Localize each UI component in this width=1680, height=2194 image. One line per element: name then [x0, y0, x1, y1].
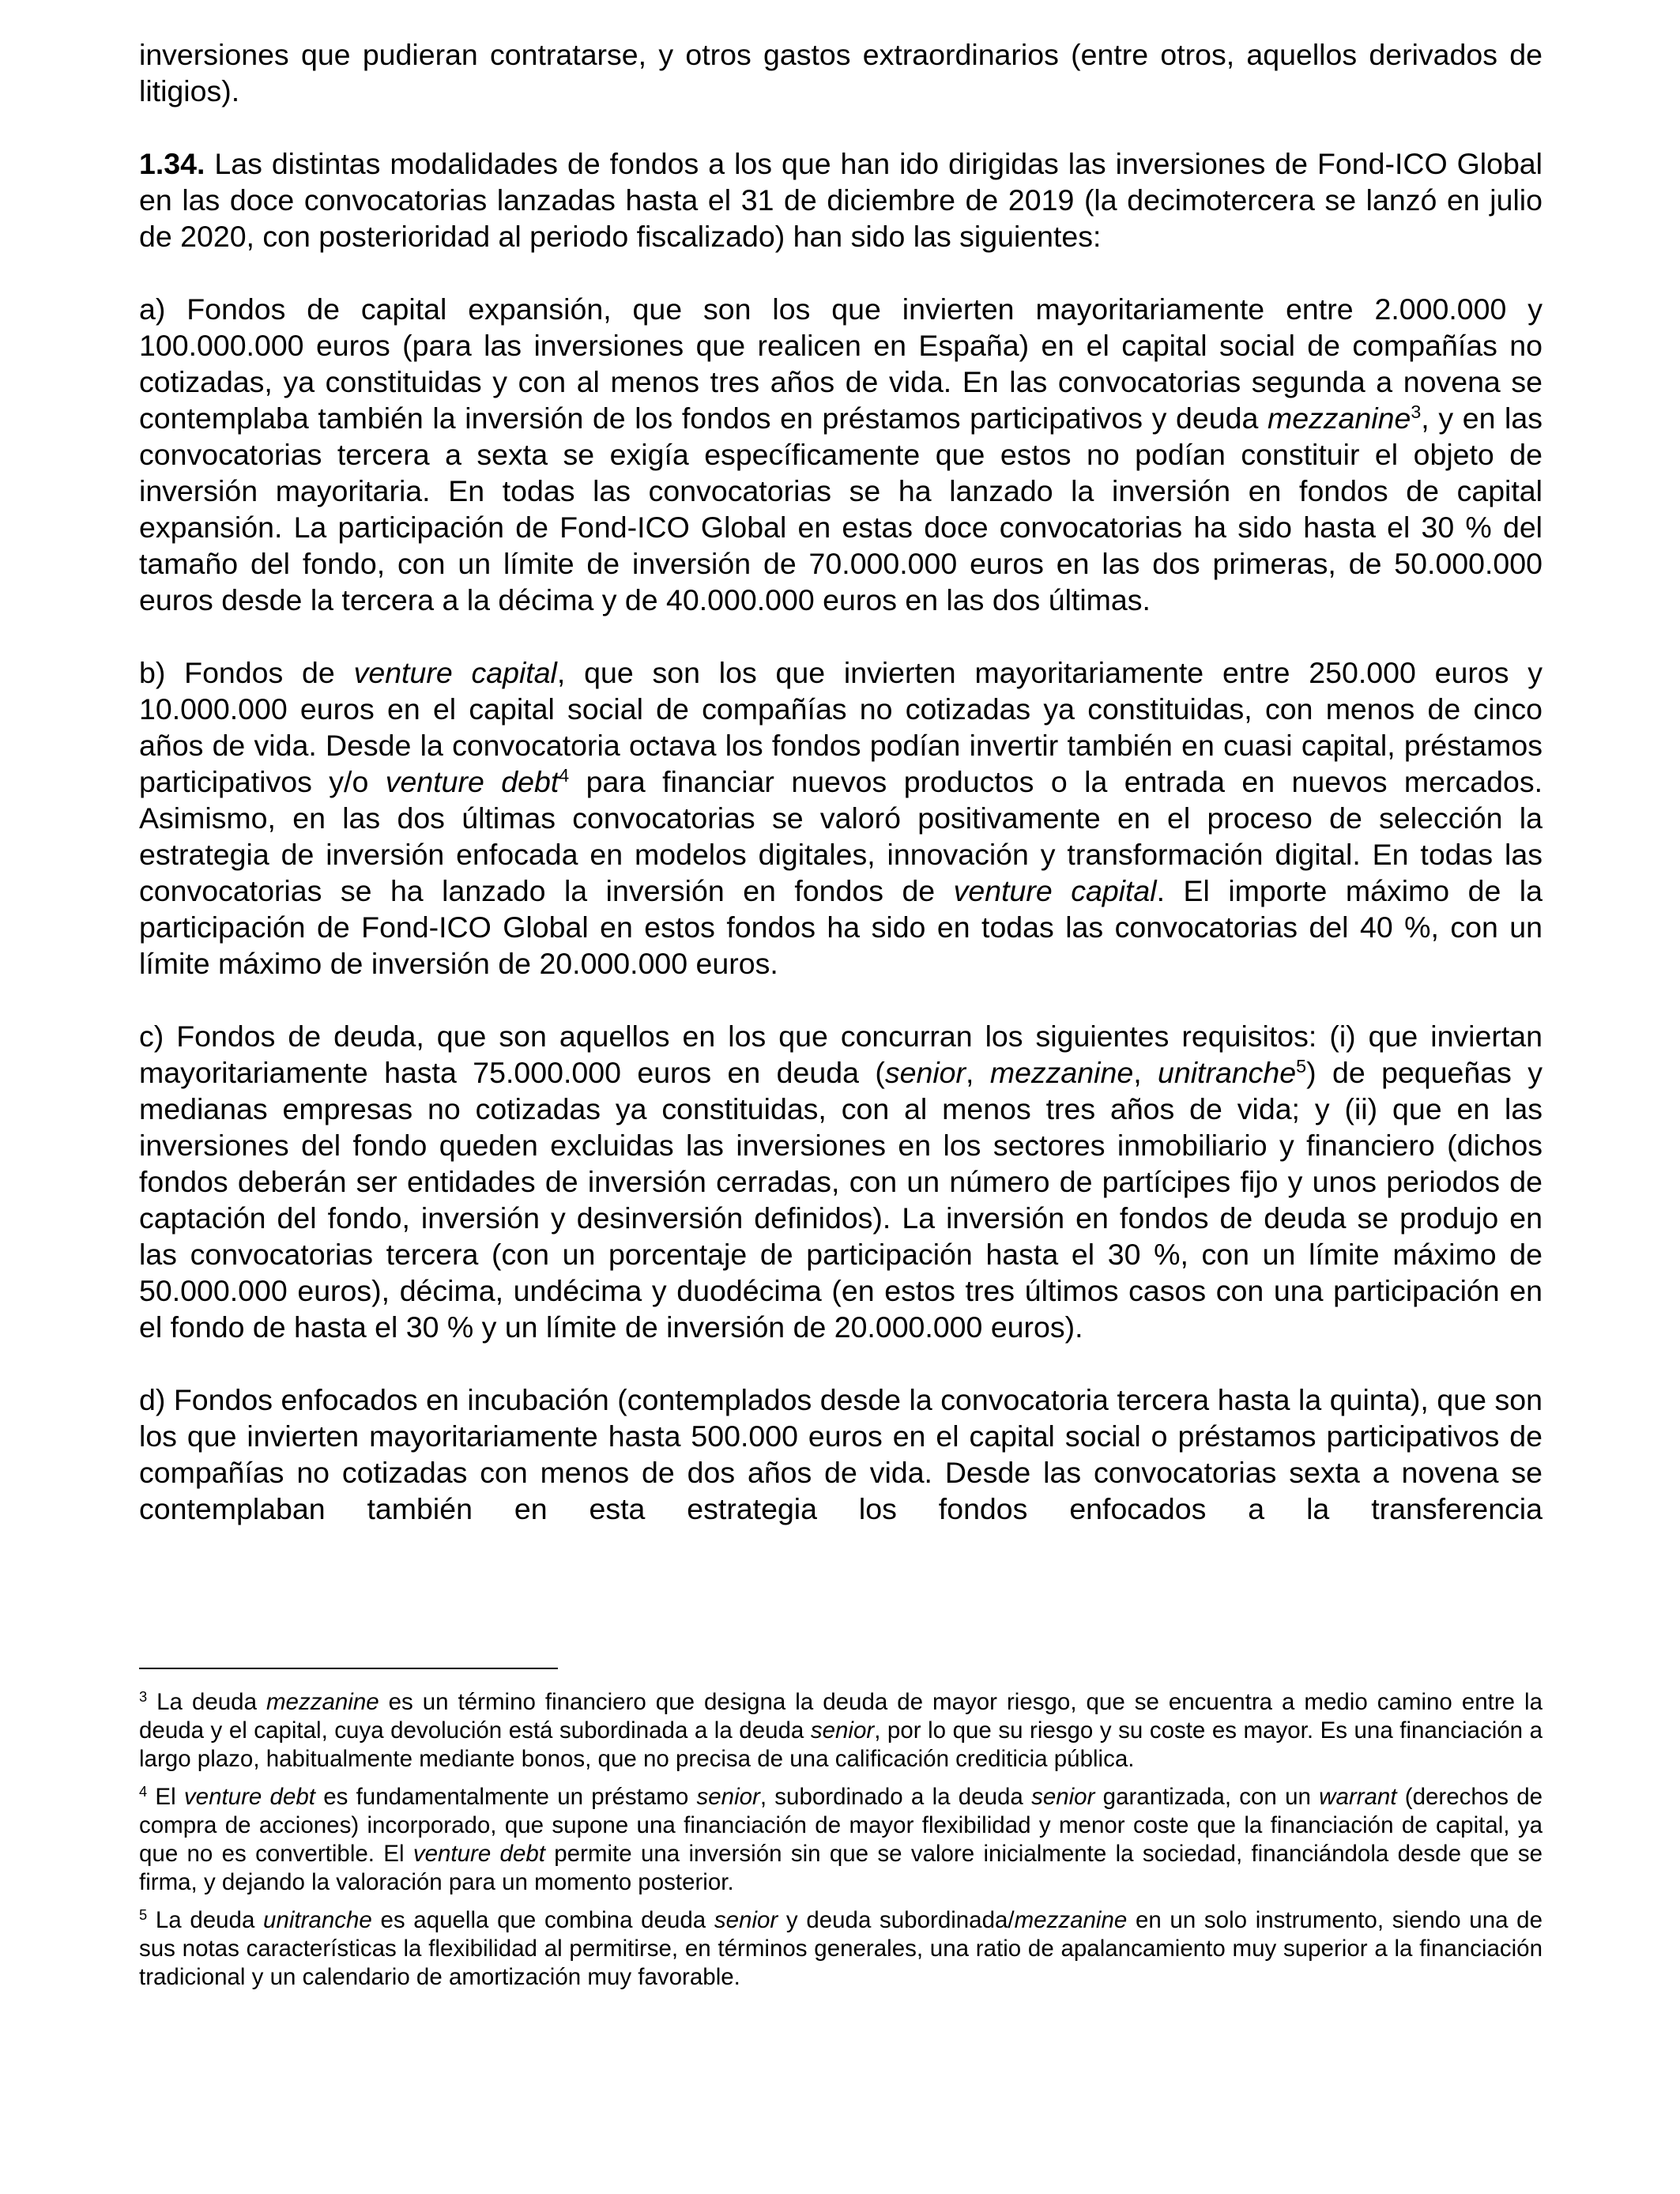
footnote-separator	[139, 1668, 558, 1669]
footnote-5: $^5$ La deuda unitranche es aquella que combina deuda senior y deuda subordinada/mezzanine en un solo instrumento, siendo una de sus notas características la flexibilidad al permitirse, en términos generales, una ratio de apalancamiento muy superior a la financiación tradicional y un calendario de amortización muy favorable.	[139, 1906, 1543, 1990]
footnote-ref-5[interactable]: 5	[1296, 1056, 1307, 1077]
footnote-3: $^3$ La deuda mezzanine es un término financiero que designa la deuda de mayor riesgo, que se encuentra a medio camino entre la deuda y el capital, cuya devolución está subordinada a la deuda senior, por lo que su riesgo y su coste es mayor. Es una financiación a largo plazo, habitualmente mediante bonos, que no precisa de una calificación crediticia pública.	[139, 1687, 1543, 1772]
paragraph-a-capital-expansion: a) Fondos de capital expansión, que son los que invierten mayoritariamente entre 2.000.000 y 100.000.000 euros (para las inversiones que realicen en España) en el capital social de compañías no cotizadas, ya constituidas y con al menos tres años de vida. En las convocatorias segunda a novena se contemplaba también la inversión de los fondos en préstamos participativos y deuda mezzanine$^3$, y en las convocatorias tercera a sexta se exigía específicamente que estos no podían constituir el objeto de inversión mayoritaria. En todas las convocatorias se ha lanzado la inversión en fondos de capital expansión. La participación de Fond-ICO Global en estas doce convocatorias ha sido hasta el 30 % del tamaño del fondo, con un límite de inversión de 70.000.000 euros en las dos primeras, de 50.000.000 euros desde la tercera a la décima y de 40.000.000 euros en las dos últimas.	[139, 292, 1543, 616]
paragraph-number: 1.34.	[139, 147, 205, 180]
paragraph-d-incubacion: d) Fondos enfocados en incubación (contemplados desde la convocatoria tercera hasta la quinta), que son los que invierten mayoritariamente hasta 500.000 euros en el capital social o préstamos participativos de compañías no cotizadas con menos de dos años de vida. Desde las convocatorias sexta a novena se contemplaban también en esta estrategia los fondos enfocados a la transferencia	[139, 1383, 1543, 1525]
paragraph-1-34: 1.34. Las distintas modalidades de fondos a los que han ido dirigidas las inversiones de Fond-ICO Global en las doce convocatorias lanzadas hasta el 31 de diciembre de 2019 (la decimotercera se lanzó en julio de 2020, con posterioridad al periodo fiscalizado) han sido las siguientes:	[139, 147, 1543, 253]
paragraph-b-venture-capital: b) Fondos de venture capital, que son los que invierten mayoritariamente entre 250.000 euros y 10.000.000 euros en el capital social de compañías no cotizadas ya constituidas, con menos de cinco años de vida. Desde la convocatoria octava los fondos podían invertir también en cuasi capital, préstamos participativos y/o venture debt$^4$ para financiar nuevos productos o la entrada en nuevos mercados. Asimismo, en las dos últimas convocatorias se valoró positivamente en el proceso de selección la estrategia de inversión enfocada en modelos digitales, innovación y transformación digital. En todas las convocatorias se ha lanzado la inversión en fondos de venture capital. El importe máximo de la participación de Fond-ICO Global en estos fondos ha sido en todas las convocatorias del 40 %, con un límite máximo de inversión de 20.000.000 euros.	[139, 656, 1543, 980]
main-text	[139, 36, 1543, 1527]
footnote-4: $^4$ El venture debt es fundamentalmente un préstamo senior, subordinado a la deuda senior garantizada, con un warrant (derechos de compra de acciones) incorporado, que supone una financiación de mayor flexibilidad y menor coste que la financiación de capital, ya que no es convertible. El venture debt permite una inversión sin que se valore inicialmente la sociedad, financiándola desde que se firma, y dejando la valoración para un momento posterior.	[139, 1782, 1543, 1895]
footnote-ref-4[interactable]: 4	[559, 765, 570, 786]
paragraph-c-fondos-deuda: c) Fondos de deuda, que son aquellos en los que concurran los siguientes requisitos: (i) que inviertan mayoritariamente hasta 75.000.000 euros en deuda (senior, mezzanine, unitranche$^5$) de pequeñas y medianas empresas no cotizadas ya constituidas, con al menos tres años de vida; y (ii) que en las inversiones del fondo queden excluidas las inversiones en los sectores inmobiliario y financiero (dichos fondos deberán ser entidades de inversión cerradas, con un número de partícipes fijo y unos periodos de captación del fondo, inversión y desinversión definidos). La inversión en fondos de deuda se produjo en las convocatorias tercera (con un porcentaje de participación hasta el 30 %, con un límite máximo de 50.000.000 euros), décima, undécima y duodécima (en estos tres últimos casos con una participación en el fondo de hasta el 30 % y un límite de inversión de 20.000.000 euros).	[139, 1020, 1543, 1344]
paragraph-continuation: inversiones que pudieran contratarse, y otros gastos extraordinarios (entre otros, aquellos derivados de litigios).	[139, 38, 1543, 107]
footnote-ref-3[interactable]: 3	[1411, 401, 1422, 423]
footnotes	[139, 1688, 1543, 2001]
